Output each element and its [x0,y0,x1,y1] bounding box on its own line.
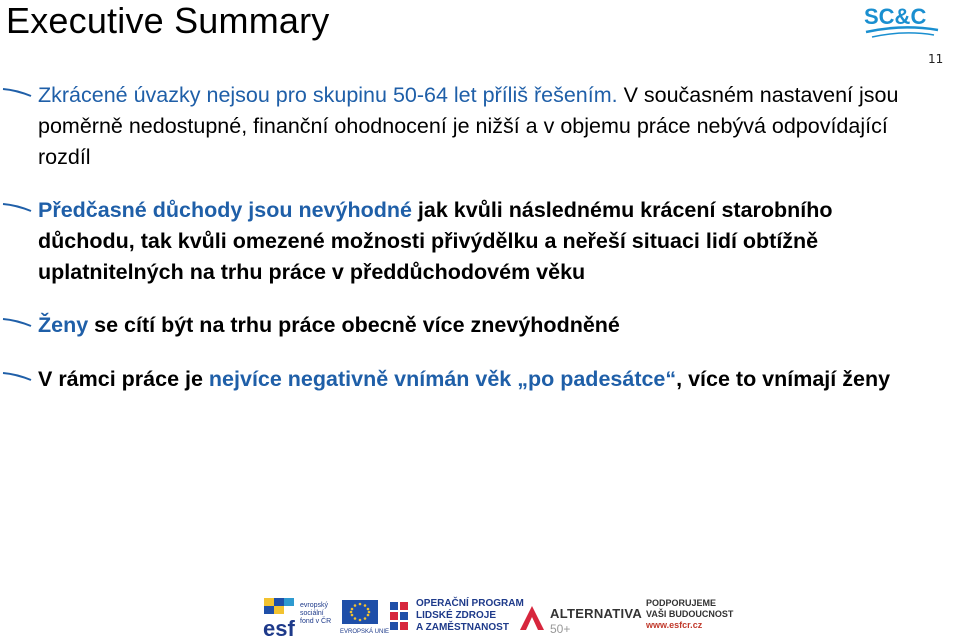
bullet-text: , více to vnímají ženy [676,367,891,391]
eu-flag-icon [342,600,378,624]
esf-logo-graphic [262,596,302,640]
bullet-item [0,80,930,173]
alternativa-logo [518,596,642,640]
podporujeme-logo [646,596,746,640]
bullet-text: jak kvůli následnému krácení starobního důchodu, tak kvůli omezené možnosti přivýdělku a neřeší situaci lidí obtížně uplatnitelných na trhu práce v předdůchodovém věku [38,198,833,284]
sc-and-c-logo [862,2,940,42]
eu-caption: EVROPSKÁ UNIE [340,629,390,635]
bullet-highlight: Zkrácené úvazky nejsou pro skupinu 50-64 let příliš řešením. [38,83,618,107]
bullet-highlight: Ženy [38,313,89,337]
op-lzz-mark-icon [388,600,410,636]
bullet-item [0,195,930,288]
sc-and-c-logo-text: SC&C [864,4,927,29]
bullet-item [0,364,890,395]
footer-logos [262,596,960,640]
swoosh-bullet-icon [2,368,32,382]
alternativa-sub: 50+ [550,622,571,636]
op-lzz-logo [388,596,524,640]
bullet-highlight: Předčasné důchody jsou nevýhodné [38,198,412,222]
alternativa-mark-icon [518,604,546,632]
esf-url: www.esfcr.cz [646,620,703,630]
sc-and-c-logo-graphic [862,2,940,42]
esf-logo-text: esf [263,616,295,640]
swoosh-bullet-icon [2,84,32,98]
swoosh-bullet-icon [2,199,32,213]
slide-title: Executive Summary [6,0,330,41]
swoosh-bullet-icon [2,314,32,328]
bullet-text: V současném nastavení jsou poměrně nedostupné, finanční ohodnocení je nižší a v objemu práce nebývá odpovídající rozdíl [38,83,899,169]
esf-logo [262,596,332,640]
bullet-highlight: nejvíce negativně vnímán věk „po padesátce“ [208,367,677,391]
op-lzz-caption: OPERAČNÍ PROGRAM LIDSKÉ ZDROJE A ZAMĚSTNANOST [416,598,524,633]
bullet-text: se cítí být na trhu práce obecně více znevýhodněné [88,313,620,337]
alternativa-name: ALTERNATIVA [550,606,643,621]
esf-caption: evropský sociální fond v ČR [300,602,332,625]
podporujeme-caption: PODPORUJEME VAŠI BUDOUCNOST www.esfcr.cz [646,598,734,630]
page-number: 11 [928,52,944,66]
eu-logo [338,596,390,640]
bullet-text: V rámci práce je [38,367,209,391]
bullet-item [0,310,620,341]
